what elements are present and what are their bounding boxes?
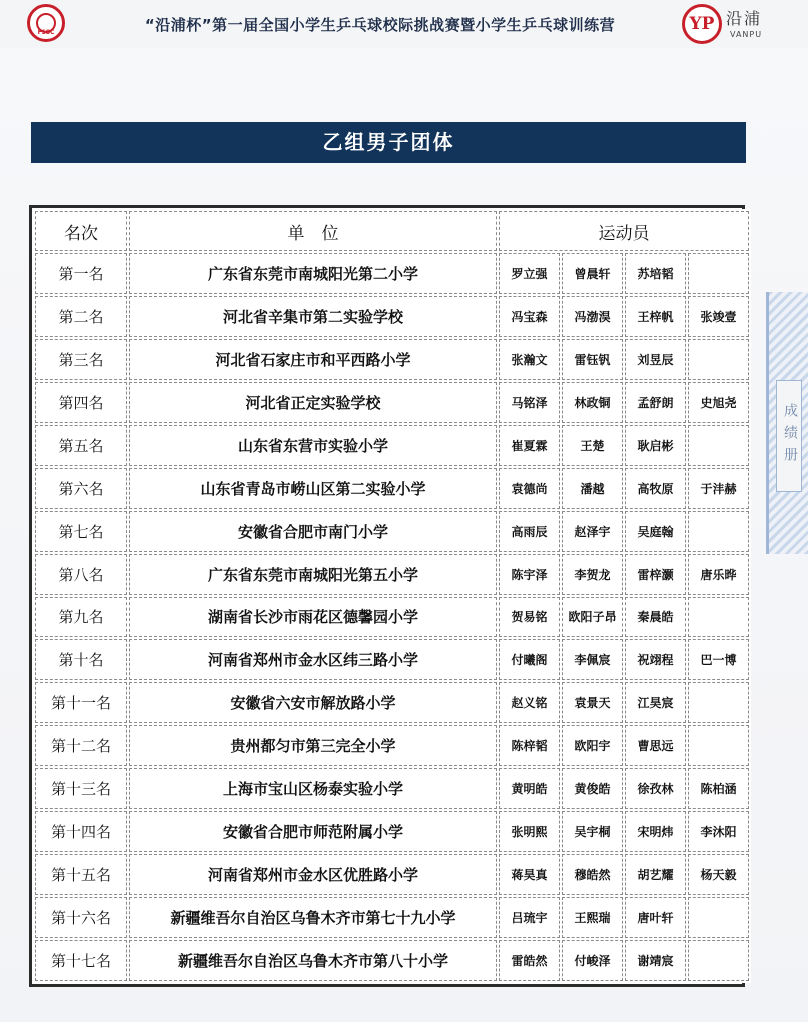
unit-cell: 新疆维吾尔自治区乌鲁木齐市第八十小学 [129,940,497,981]
athlete-cell: 赵义铭 [499,682,560,723]
athlete-cell: 张竣壹 [688,296,749,337]
unit-cell: 河北省辛集市第二实验学校 [129,296,497,337]
table-row [35,511,749,552]
athlete-cell: 耿启彬 [625,425,686,466]
unit-cell: 安徽省合肥市南门小学 [129,511,497,552]
rank-cell: 第十名 [35,639,127,680]
table-row [35,639,749,680]
rank-cell: 第九名 [35,597,127,638]
unit-cell: 河北省石家庄市和平西路小学 [129,339,497,380]
table-header-row [35,211,749,251]
athlete-cell [688,597,749,638]
athlete-cell: 黄明皓 [499,768,560,809]
athlete-cell: 贺易铭 [499,597,560,638]
athlete-cell: 高牧原 [625,468,686,509]
athlete-cell: 张明熙 [499,811,560,852]
athlete-cell: 吴庭翰 [625,511,686,552]
unit-cell: 新疆维吾尔自治区乌鲁木齐市第七十九小学 [129,897,497,938]
athlete-cell: 胡艺耀 [625,854,686,895]
athlete-cell: 王熙瑞 [562,897,623,938]
rank-cell: 第十三名 [35,768,127,809]
athlete-cell: 蒋昊真 [499,854,560,895]
rank-cell: 第八名 [35,554,127,595]
athlete-cell [688,339,749,380]
athlete-cell: 吕琉宇 [499,897,560,938]
athlete-cell: 唐乐晔 [688,554,749,595]
athlete-cell: 祝翊程 [625,639,686,680]
athlete-cell: 崔夏霖 [499,425,560,466]
athlete-cell: 李佩宸 [562,639,623,680]
athlete-cell: 徐孜林 [625,768,686,809]
yanpu-brand: 沿浦 [726,9,763,28]
athlete-cell: 王楚 [562,425,623,466]
unit-cell: 河南省郑州市金水区纬三路小学 [129,639,497,680]
athlete-cell: 冯宝森 [499,296,560,337]
table-row [35,554,749,595]
rank-cell: 第一名 [35,253,127,294]
athlete-cell [688,897,749,938]
athlete-cell: 孟舒朗 [625,382,686,423]
table-row [35,425,749,466]
athlete-cell: 冯渤淏 [562,296,623,337]
athlete-cell: 穆皓然 [562,854,623,895]
rank-cell: 第六名 [35,468,127,509]
athlete-cell: 吴宇桐 [562,811,623,852]
rank-cell: 第二名 [35,296,127,337]
unit-cell: 山东省东营市实验小学 [129,425,497,466]
athlete-cell [688,940,749,981]
rank-cell: 第三名 [35,339,127,380]
athlete-cell: 杨天毅 [688,854,749,895]
athlete-cell: 宋明炜 [625,811,686,852]
table-row [35,897,749,938]
athlete-cell: 唐叶轩 [625,897,686,938]
unit-cell: 上海市宝山区杨泰实验小学 [129,768,497,809]
athlete-cell: 高雨辰 [499,511,560,552]
athlete-cell [688,253,749,294]
athlete-cell: 陈宇泽 [499,554,560,595]
unit-cell: 广东省东莞市南城阳光第二小学 [129,253,497,294]
header-unit: 单 位 [129,211,497,251]
athlete-cell [688,425,749,466]
unit-cell: 安徽省合肥市师范附属小学 [129,811,497,852]
unit-cell: 山东省青岛市崂山区第二实验小学 [129,468,497,509]
table-row [35,253,749,294]
athlete-cell: 史旭尧 [688,382,749,423]
athlete-cell: 付曦阁 [499,639,560,680]
athlete-cell: 苏培韬 [625,253,686,294]
athlete-cell: 陈柏涵 [688,768,749,809]
unit-cell: 湖南省长沙市雨花区德馨园小学 [129,597,497,638]
rank-cell: 第十四名 [35,811,127,852]
athlete-cell: 王梓帆 [625,296,686,337]
table-row [35,768,749,809]
athlete-cell: 马铭泽 [499,382,560,423]
athlete-cell [688,511,749,552]
rank-cell: 第十六名 [35,897,127,938]
athlete-cell: 雷梓灏 [625,554,686,595]
athlete-cell: 林政铜 [562,382,623,423]
header-athletes: 运动员 [499,211,749,251]
athlete-cell: 张瀚文 [499,339,560,380]
rank-cell: 第十七名 [35,940,127,981]
table-row [35,468,749,509]
unit-cell: 广东省东莞市南城阳光第五小学 [129,554,497,595]
athlete-cell: 谢靖宸 [625,940,686,981]
athlete-cell: 欧阳宇 [562,725,623,766]
table-row [35,854,749,895]
unit-cell: 河北省正定实验学校 [129,382,497,423]
athlete-cell: 李沐阳 [688,811,749,852]
table-row [35,296,749,337]
table-row [35,811,749,852]
athlete-cell [688,682,749,723]
athlete-cell: 于沣赫 [688,468,749,509]
table-row [35,597,749,638]
table-body [35,253,749,981]
rank-cell: 第四名 [35,382,127,423]
athlete-cell: 曹思远 [625,725,686,766]
header-rank: 名次 [35,211,127,251]
rank-cell: 第五名 [35,425,127,466]
rank-cell: 第七名 [35,511,127,552]
event-title: “沿浦杯”第一届全国小学生乒乓球校际挑战赛暨小学生乒乓球训练营 [144,16,616,34]
athlete-cell: 陈梓韬 [499,725,560,766]
page-header [0,0,808,48]
unit-cell: 贵州都匀市第三完全小学 [129,725,497,766]
athlete-cell: 雷皓然 [499,940,560,981]
unit-cell: 河南省郑州市金水区优胜路小学 [129,854,497,895]
athlete-cell: 江昊宸 [625,682,686,723]
yanpu-logo: YP [682,4,722,44]
athlete-cell [688,725,749,766]
results-table [33,209,751,983]
athlete-cell: 潘越 [562,468,623,509]
athlete-cell: 欧阳子昂 [562,597,623,638]
table-row [35,382,749,423]
athlete-cell: 罗立强 [499,253,560,294]
rank-cell: 第十五名 [35,854,127,895]
table-row [35,682,749,723]
athlete-cell: 袁景天 [562,682,623,723]
athlete-cell: 付峻泽 [562,940,623,981]
athlete-cell: 秦晨皓 [625,597,686,638]
athlete-cell: 巴一博 [688,639,749,680]
table-row [35,339,749,380]
athlete-cell: 李贺龙 [562,554,623,595]
rank-cell: 第十一名 [35,682,127,723]
athlete-cell: 赵泽宇 [562,511,623,552]
athlete-cell: 雷钰钒 [562,339,623,380]
side-label: 成绩册 [776,380,802,492]
yanpu-brand-en: VANPU [730,30,763,39]
table-row [35,725,749,766]
rank-cell: 第十二名 [35,725,127,766]
unit-cell: 安徽省六安市解放路小学 [129,682,497,723]
athlete-cell: 刘昱辰 [625,339,686,380]
fssc-logo [27,4,65,42]
athlete-cell: 袁德尚 [499,468,560,509]
section-title: 乙组男子团体 [31,122,746,163]
table-row [35,940,749,981]
fssc-logo-text: FSSC [37,29,55,36]
athlete-cell: 黄俊皓 [562,768,623,809]
athlete-cell: 曾晨轩 [562,253,623,294]
